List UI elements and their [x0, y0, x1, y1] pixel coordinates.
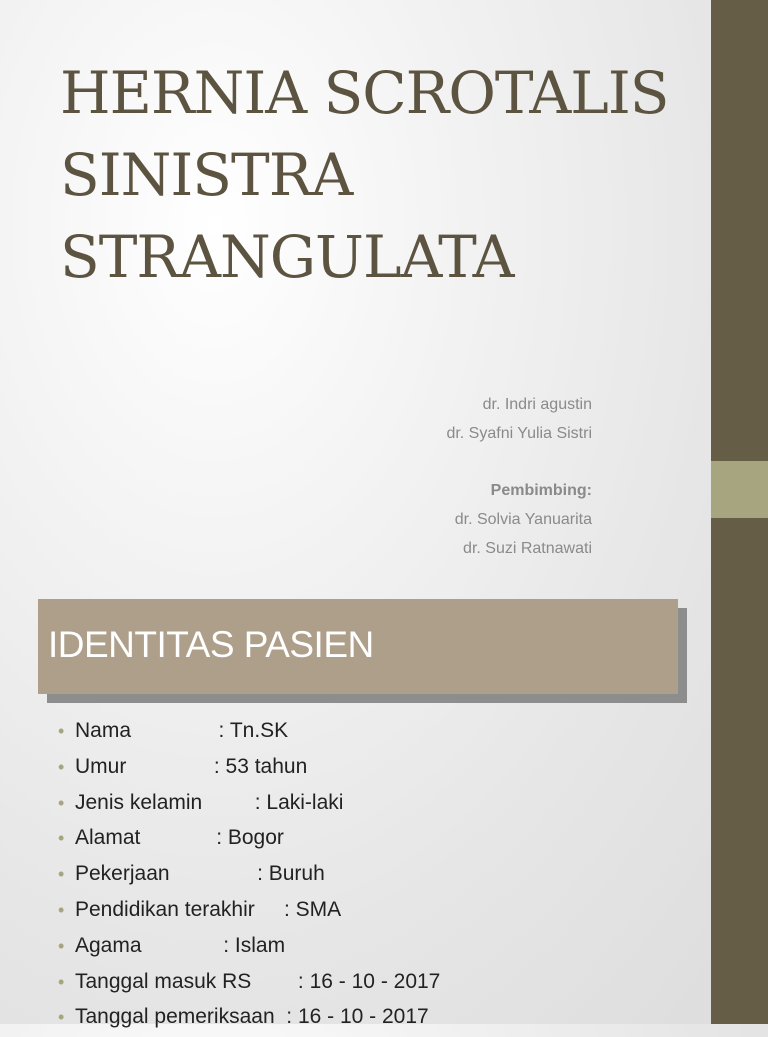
list-item-text: Pekerjaan : Buruh	[75, 862, 325, 886]
author-name: dr. Indri agustin	[482, 396, 592, 413]
authors-block	[446, 390, 592, 563]
list-item	[58, 930, 440, 966]
list-item	[58, 715, 440, 751]
list-item-text: Tanggal pemeriksaan : 16 - 10 - 2017	[75, 1005, 429, 1029]
supervisor-name: dr. Solvia Yanuarita	[454, 511, 592, 528]
title-line: STRANGULATA	[60, 223, 514, 291]
right-accent-block	[711, 461, 768, 518]
list-item	[58, 966, 440, 1002]
bullet-icon: •	[58, 864, 65, 885]
list-item-text: Jenis kelamin : Laki-laki	[75, 790, 344, 814]
bullet-icon: •	[58, 971, 65, 992]
list-item-text: Pendidikan terakhir : SMA	[75, 897, 342, 921]
patient-identity-list	[58, 715, 440, 1037]
slide-title	[60, 52, 700, 298]
list-item	[58, 751, 440, 787]
bullet-icon: •	[58, 756, 65, 777]
bullet-icon: •	[58, 899, 65, 920]
list-item-text: Agama : Islam	[75, 933, 286, 957]
list-item-text: Tanggal masuk RS : 16 - 10 - 2017	[75, 969, 441, 993]
bullet-icon: •	[58, 721, 65, 741]
supervisor-label: Pembimbing:	[490, 482, 592, 499]
supervisor-name: dr. Suzi Ratnawati	[463, 540, 592, 557]
bullet-icon: •	[58, 935, 65, 956]
list-item	[58, 822, 440, 858]
title-line: SINISTRA	[60, 141, 353, 209]
title-line: HERNIA SCROTALIS	[60, 59, 669, 127]
bullet-icon: •	[58, 792, 65, 813]
author-name: dr. Syafni Yulia Sistri	[446, 425, 592, 442]
list-item	[58, 894, 440, 930]
list-item	[58, 1001, 440, 1037]
list-item-text: Nama : Tn.SK	[75, 719, 289, 742]
bullet-icon: •	[58, 828, 65, 849]
list-item	[58, 787, 440, 823]
list-item-text: Alamat : Bogor	[75, 826, 284, 850]
bullet-icon: •	[58, 1007, 65, 1028]
list-item	[58, 858, 440, 894]
section-title: IDENTITAS PASIEN	[48, 624, 374, 665]
list-item-text: Umur : 53 tahun	[75, 754, 308, 778]
